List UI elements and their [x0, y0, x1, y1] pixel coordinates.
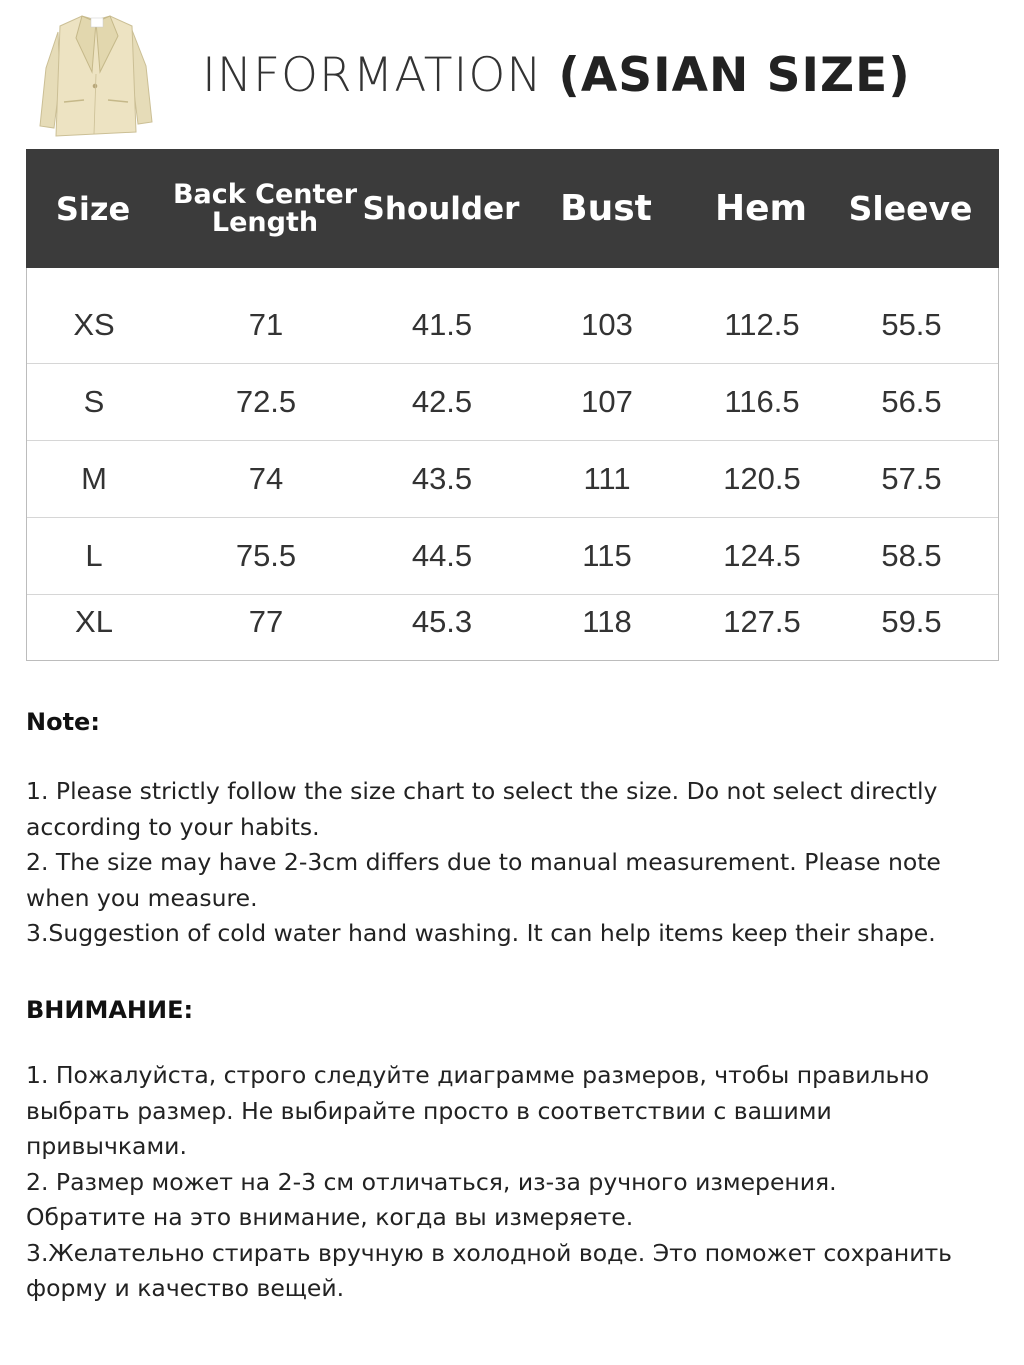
- cell-back-center-length: 77: [248, 604, 284, 639]
- table-row: [27, 441, 998, 518]
- note-ru-line: выбрать размер. Не выбирайте просто в соответствии с вашими: [26, 1096, 832, 1125]
- cell-size: S: [83, 384, 105, 419]
- cell-back-center-length: 72.5: [235, 384, 297, 419]
- cell-hem: 116.5: [724, 384, 800, 419]
- note-en-line: 1. Please strictly follow the size chart to select the size. Do not select directly: [26, 777, 938, 805]
- note-ru-line: форму и качество вещей.: [26, 1274, 345, 1302]
- header-back-line1: Back Center: [172, 178, 358, 210]
- cell-sleeve: 58.5: [881, 538, 942, 573]
- cell-shoulder: 45.3: [411, 604, 473, 639]
- page-title: [202, 48, 911, 103]
- header-bust: Bust: [560, 188, 652, 229]
- cell-bust: 111: [583, 461, 631, 496]
- cell-shoulder: 41.5: [411, 307, 473, 342]
- header-size: Size: [55, 189, 131, 228]
- cell-size: M: [81, 461, 107, 496]
- cell-size: L: [85, 538, 103, 573]
- note-en-body: [26, 774, 1011, 952]
- cell-bust: 103: [581, 307, 633, 342]
- header-back-line2: Length: [211, 206, 319, 238]
- note-ru-line: Обратите на это внимание, когда вы измеряете.: [26, 1203, 634, 1231]
- title-bold: (ASIAN SIZE): [558, 48, 911, 103]
- note-en-section: [26, 702, 1001, 742]
- cell-shoulder: 42.5: [411, 384, 473, 419]
- table-row: [27, 364, 998, 441]
- note-ru-body: [26, 1058, 1011, 1307]
- title-light: INFORMATION: [202, 48, 559, 103]
- cell-sleeve: 57.5: [881, 461, 942, 496]
- cell-back-center-length: 71: [248, 307, 284, 342]
- header-shoulder: Shoulder: [362, 190, 520, 227]
- header-back-center-length: [160, 149, 370, 268]
- table-row: [27, 287, 998, 364]
- cell-sleeve: 56.5: [881, 384, 942, 419]
- cell-back-center-length: 75.5: [235, 538, 297, 573]
- note-en-line: 3.Suggestion of cold water hand washing. It can help items keep their shape.: [26, 919, 936, 947]
- cell-shoulder: 44.5: [411, 538, 473, 573]
- note-ru-line: привычками.: [26, 1132, 187, 1160]
- cell-sleeve: 59.5: [881, 604, 942, 639]
- header: [0, 0, 1024, 148]
- cell-bust: 107: [581, 384, 633, 419]
- cell-bust: 115: [582, 538, 632, 573]
- note-ru-line: 3.Желательно стирать вручную в холодной воде. Это поможет сохранить: [26, 1238, 953, 1267]
- header-sleeve: Sleeve: [848, 189, 973, 228]
- cell-hem: 127.5: [723, 604, 801, 639]
- cell-shoulder: 43.5: [411, 461, 473, 496]
- cell-bust: 118: [582, 604, 632, 639]
- table-header: [26, 149, 999, 268]
- note-en-title: Note:: [26, 708, 100, 736]
- note-ru-line: 1. Пожалуйста, строго следуйте диаграмме размеров, чтобы правильно: [26, 1061, 930, 1089]
- note-ru-title: ВНИМАНИЕ:: [26, 996, 194, 1024]
- cell-hem: 112.5: [724, 307, 800, 342]
- cell-sleeve: 55.5: [881, 307, 942, 342]
- note-en-line: according to your habits.: [26, 812, 320, 841]
- note-ru-section: [26, 990, 1001, 1030]
- note-en-line: 2. The size may have 2-3cm differs due to manual measurement. Please note: [26, 848, 941, 876]
- cell-back-center-length: 74: [248, 461, 284, 496]
- note-ru-line: 2. Размер может на 2-3 см отличаться, из-за ручного измерения.: [26, 1167, 837, 1196]
- cell-size: XS: [73, 307, 115, 342]
- cell-hem: 124.5: [723, 538, 801, 573]
- note-en-line: when you measure.: [26, 883, 258, 912]
- size-table: [26, 149, 999, 661]
- blazer-icon: [36, 10, 156, 142]
- table-row: [27, 584, 998, 660]
- header-hem: Hem: [714, 188, 808, 229]
- cell-hem: 120.5: [723, 461, 801, 496]
- cell-size: XL: [75, 604, 113, 639]
